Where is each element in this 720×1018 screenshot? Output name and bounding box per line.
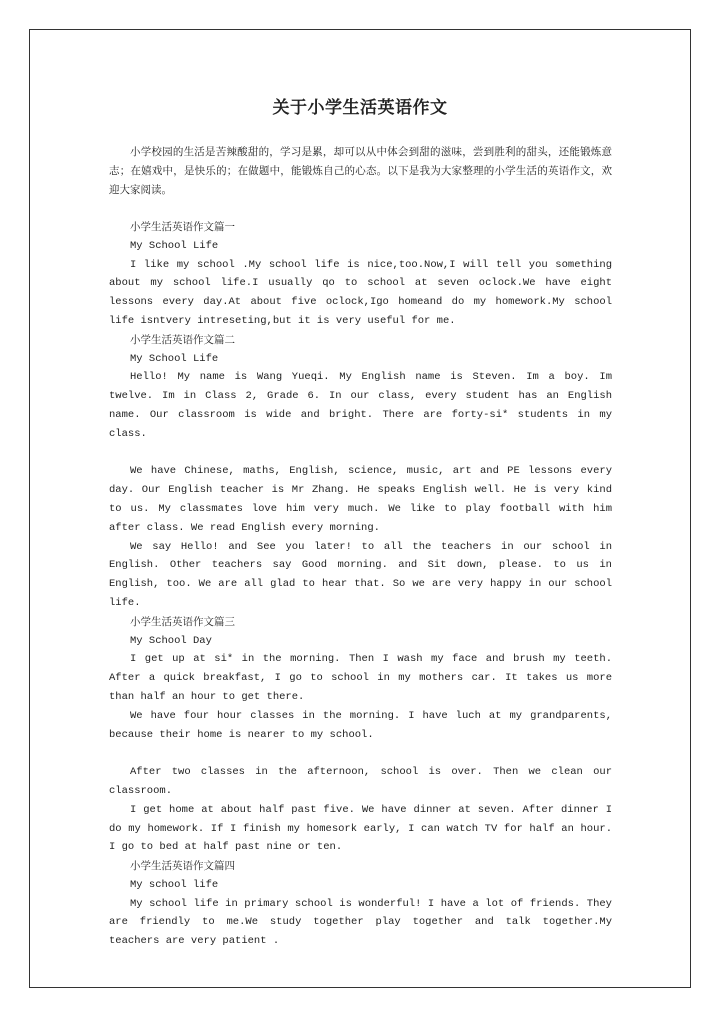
spacer (109, 444, 612, 463)
essay-2-title: My School Life (130, 352, 219, 365)
essay-4-paragraph-1: My school life in primary school is wonderful! I have a lot of friends. They are friendly to me.We study together play together and talk together.My teachers are very patient . (109, 897, 612, 948)
intro-paragraph: 小学校园的生活是苦辣酸甜的，学习是累，却可以从中体会到甜的滋味，尝到胜利的甜头，还能锻炼意志；在嬉戏中，是快乐的；在做题中，能锻炼自己的心态。以下是我为大家整理的小学生活的英语作文，欢迎大家阅读。 (109, 146, 612, 196)
essay-3-heading: 小学生活英语作文篇三 (130, 615, 235, 628)
essay-2-heading: 小学生活英语作文篇二 (130, 333, 235, 346)
essay-1-heading: 小学生活英语作文篇一 (130, 221, 235, 233)
essay-2-paragraph-3: We say Hello! and See you later! to all the teachers in our school in English. Other teachers say Good morning. and Sit down, please. to us in English, too. We are all glad to hear that. So we are very happy in our school life. (109, 540, 612, 609)
essay-3-paragraph-4: I get home at about half past five. We have dinner at seven. After dinner I do my homework. If I finish my homesork early, I can watch TV for half an hour. I go to bed at half past nine or ten. (109, 803, 612, 854)
spacer (109, 744, 612, 763)
essay-1-title: My School Life (130, 239, 219, 252)
essay-3-paragraph-1: I get up at si* in the morning. Then I wash my face and brush my teeth. After a quick breakfast, I go to school in my mothers car. It takes us more than half an hour to get there. (109, 653, 612, 703)
document-body (109, 143, 612, 951)
essay-2-paragraph-2: We have Chinese, maths, English, science, music, art and PE lessons every day. Our English teacher is Mr Zhang. He speaks English well. He is very kind to us. My classmates love him very much. We like to play football with him after class. We read English every morning. (109, 465, 612, 534)
essay-1-paragraph-1: I like my school .My school life is nice,too.Now,I will tell you something about my school life.I usually qo to school at seven oclock.We have eight lessons every day.At about five oclock,Igo homeand do my homework.My school life isntvery intreseting,but it is very useful for me. (109, 258, 612, 327)
essay-2-paragraph-1: Hello! My name is Wang Yueqi. My English name is Steven. Im a boy. Im twelve. Im in Class 2, Grade 6. In our class, every student has an English name. Our classroom is wide and bright. There are forty-si* students in my class. (109, 371, 612, 440)
document-title: 关于小学生活英语作文 (272, 98, 448, 118)
essay-4-heading: 小学生活英语作文篇四 (130, 860, 235, 873)
spacer (109, 200, 612, 218)
essay-3-paragraph-3: After two classes in the afternoon, school is over. Then we clean our classroom. (109, 766, 612, 797)
essay-3-title: My School Day (130, 634, 212, 647)
essay-4-title: My school life (130, 878, 219, 891)
essay-3-paragraph-2: We have four hour classes in the morning. I have luch at my grandparents, because their home is nearer to my school. (109, 709, 612, 741)
